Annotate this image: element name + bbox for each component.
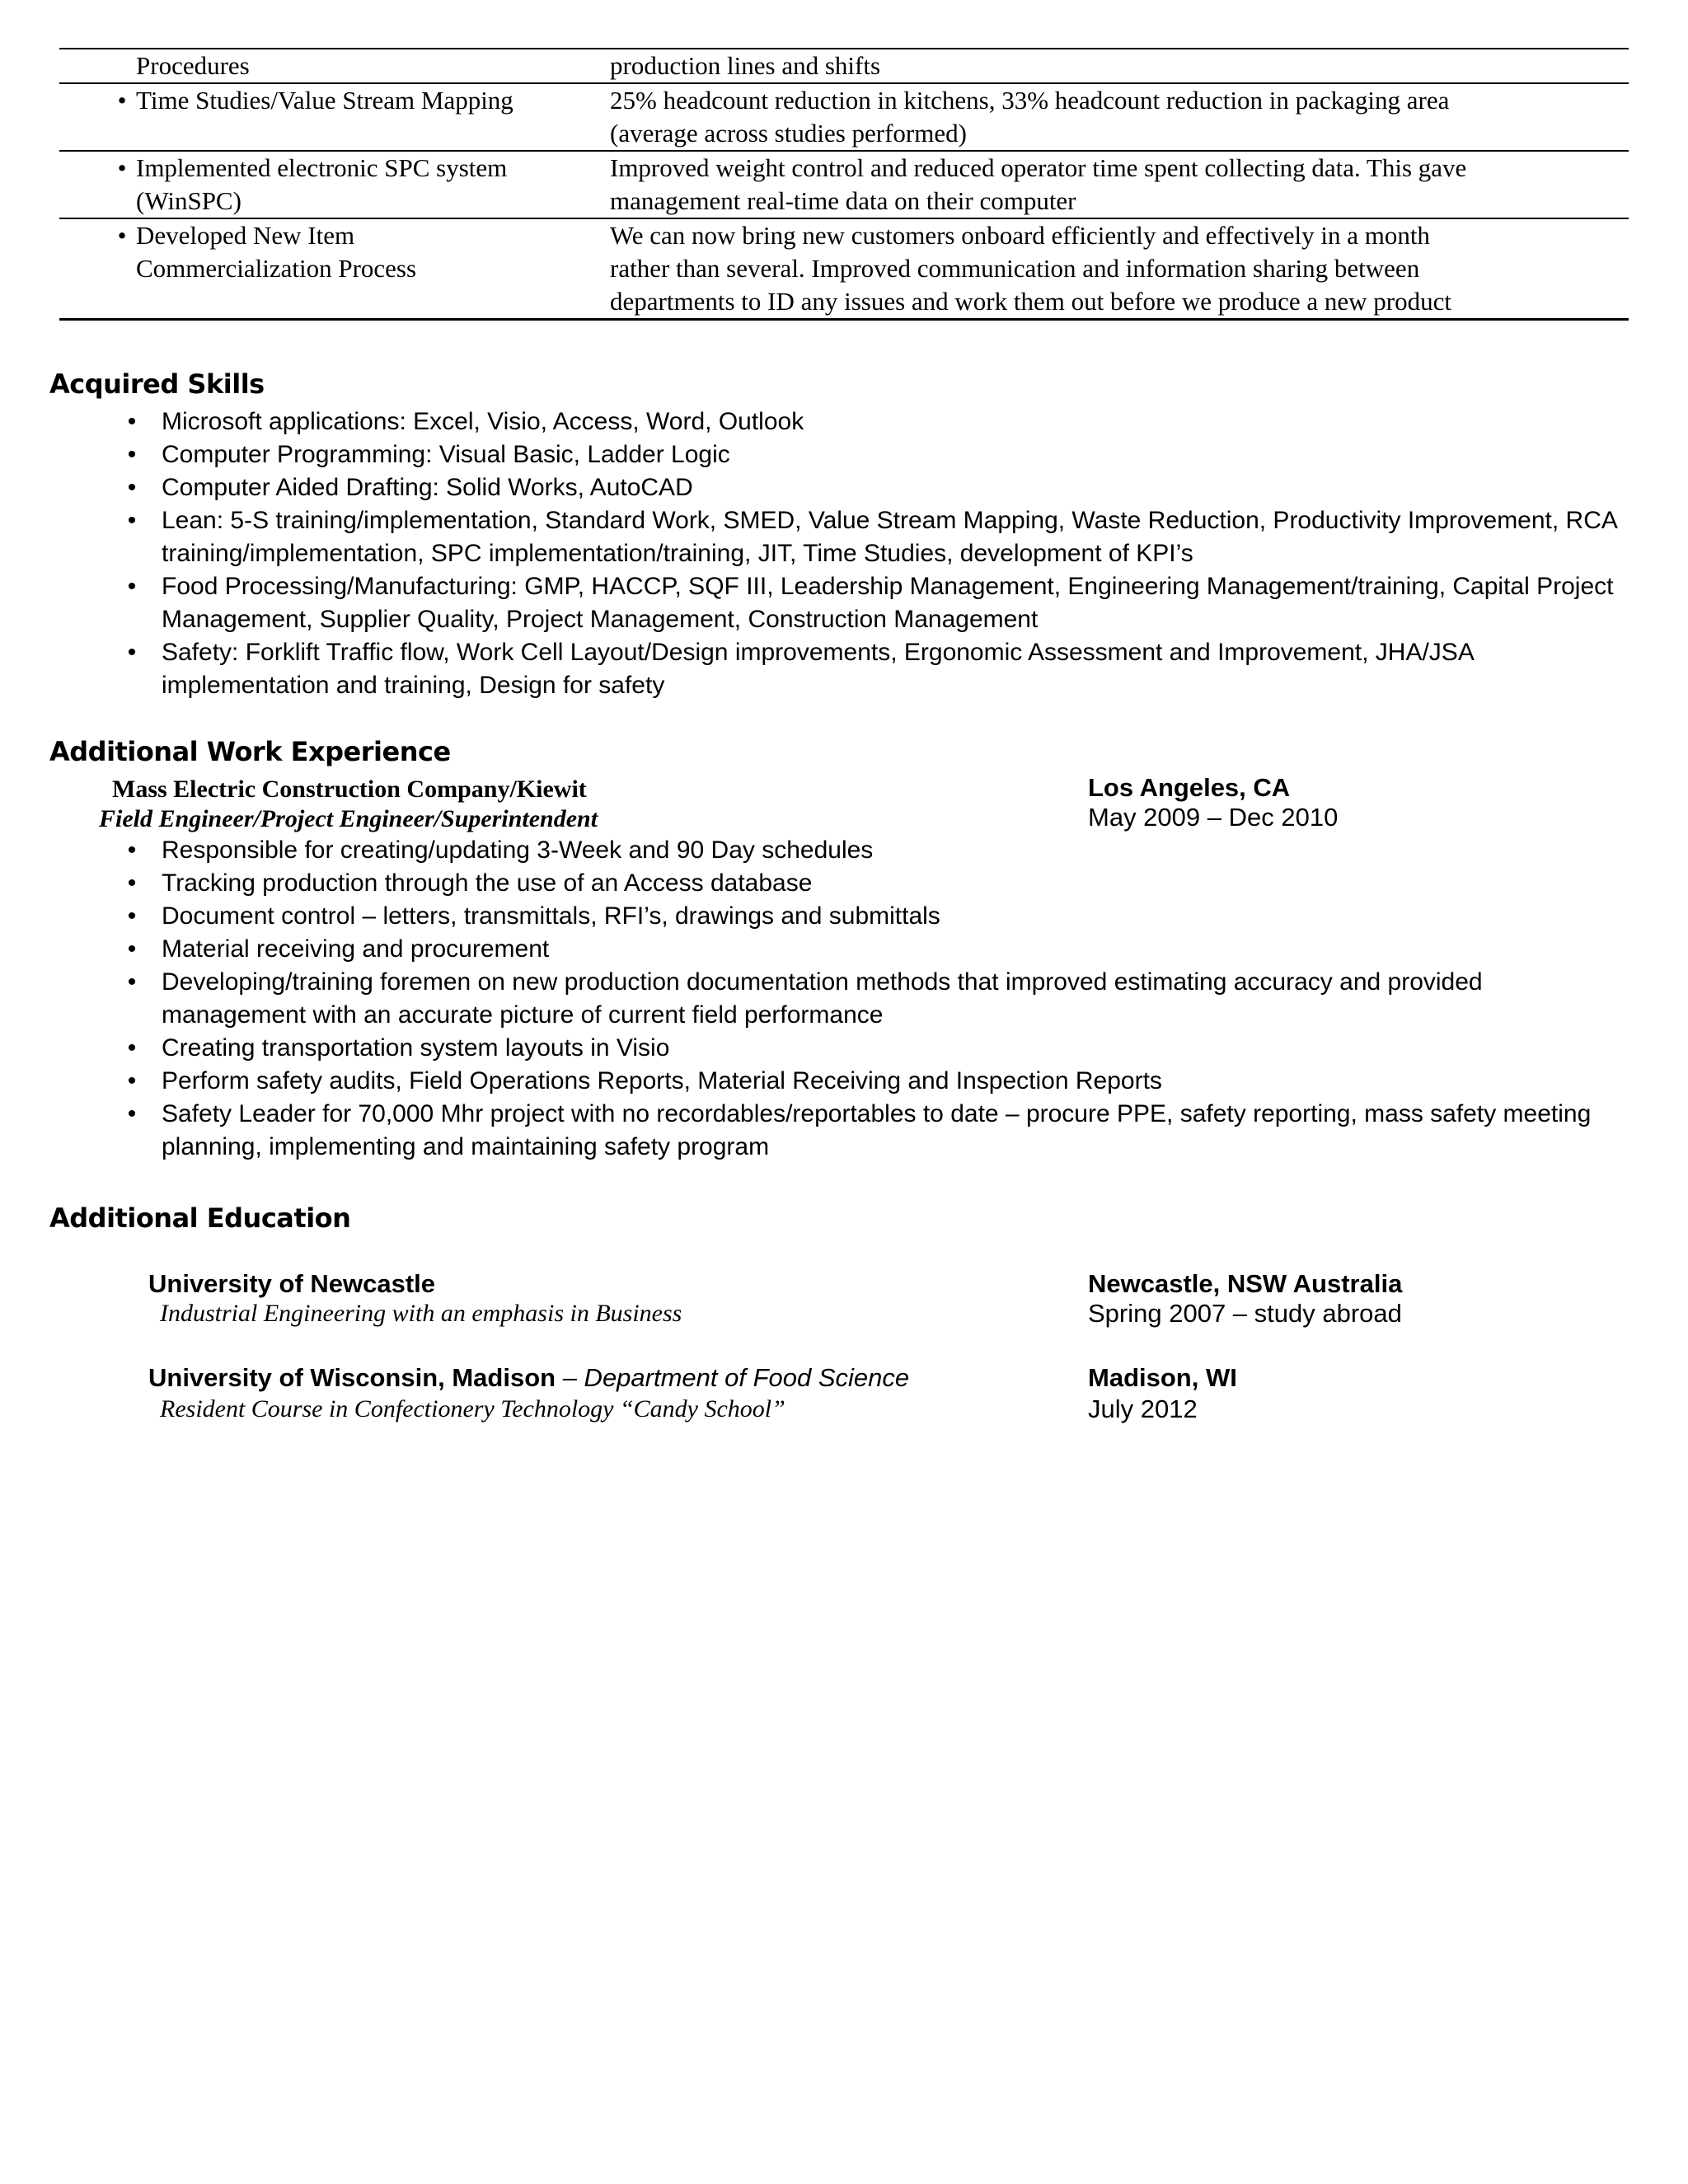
- list-item: • Developing/training foremen on new production documentation methods that improved estimating accuracy and provided management with an accurate picture of current field performance: [124, 966, 1632, 1032]
- table-cell-left: [59, 84, 610, 150]
- list-item: • Material receiving and procurement: [124, 933, 1632, 966]
- skills-list: [124, 405, 1632, 702]
- bullet-icon: •: [127, 1100, 137, 1127]
- experience-heading: Additional Work Experience: [49, 736, 451, 767]
- list-item: • Perform safety audits, Field Operations Reports, Material Receiving and Inspection Reports: [124, 1065, 1632, 1098]
- list-item: • Food Processing/Manufacturing: GMP, HACCP, SQF III, Leadership Management, Engineering Management/training, Capital Project Management, Supplier Quality, Project Management, Construction Management: [124, 570, 1632, 636]
- cell-line: Commercialization Process: [136, 254, 417, 283]
- list-item: • Tracking production through the use of an Access database: [124, 867, 1632, 900]
- list-item: • Safety Leader for 70,000 Mhr project with no recordables/reportables to date – procure PPE, safety reporting, mass safety meeting planning, implementing and maintaining safety program: [124, 1098, 1632, 1164]
- table-row: [59, 84, 1629, 152]
- list-item: • Computer Aided Drafting: Solid Works, AutoCAD: [124, 471, 1632, 504]
- cell-line: Implemented electronic SPC system: [136, 153, 508, 182]
- bullet-icon: •: [127, 474, 137, 501]
- cell-line: Procedures: [136, 51, 250, 80]
- cell-line: We can now bring new customers onboard efficiently and effectively in a month: [610, 221, 1430, 250]
- bullet-icon: •: [127, 507, 137, 534]
- cell-line: departments to ID any issues and work them out before we produce a new product: [610, 287, 1451, 316]
- list-item: • Computer Programming: Visual Basic, Ladder Logic: [124, 438, 1632, 471]
- experience-list: [124, 834, 1632, 1164]
- table-cell-right: [610, 49, 1629, 82]
- table-cell-left: [59, 219, 610, 318]
- bullet-icon: •: [127, 869, 137, 897]
- skills-heading: Acquired Skills: [49, 368, 265, 400]
- education-heading: Additional Education: [49, 1202, 351, 1234]
- table-cell-right: [610, 219, 1629, 318]
- cell-line: 25% headcount reduction in kitchens, 33% headcount reduction in packaging area: [610, 86, 1450, 115]
- cell-line: (average across studies performed): [610, 119, 967, 148]
- cell-line: Improved weight control and reduced operator time spent collecting data. This gave: [610, 153, 1467, 182]
- cell-line: (WinSPC): [136, 186, 241, 215]
- table-row: [59, 152, 1629, 219]
- bullet-icon: •: [127, 573, 137, 600]
- education-location: Madison, WI: [1088, 1363, 1237, 1392]
- accomplishments-table: [59, 48, 1629, 321]
- cell-line: Time Studies/Value Stream Mapping: [136, 86, 513, 115]
- cell-line: management real-time data on their computer: [610, 186, 1076, 215]
- company-name: Mass Electric Construction Company/Kiewit: [112, 776, 587, 803]
- list-item: • Safety: Forklift Traffic flow, Work Cell Layout/Design improvements, Ergonomic Assessment and Improvement, JHA/JSA implementation and training, Design for safety: [124, 636, 1632, 702]
- table-cell-left: [59, 49, 610, 82]
- bullet-icon: •: [127, 1067, 137, 1094]
- bullet-icon: •: [127, 639, 137, 666]
- education-program: Resident Course in Confectionery Technology “Candy School”: [160, 1395, 785, 1422]
- table-row: [59, 219, 1629, 321]
- cell-line: rather than several. Improved communication and information sharing between: [610, 254, 1420, 283]
- bullet-icon: •: [117, 153, 127, 182]
- bullet-icon: •: [117, 86, 127, 115]
- education-program: Industrial Engineering with an emphasis in Business: [160, 1300, 682, 1327]
- list-item: • Creating transportation system layouts in Visio: [124, 1032, 1632, 1065]
- bullet-icon: •: [127, 935, 137, 963]
- cell-line: Developed New Item: [136, 221, 355, 250]
- bullet-icon: •: [127, 408, 137, 435]
- bullet-icon: •: [117, 221, 127, 250]
- list-item: • Responsible for creating/updating 3-Week and 90 Day schedules: [124, 834, 1632, 867]
- cell-line: production lines and shifts: [610, 51, 881, 80]
- bullet-icon: •: [127, 902, 137, 930]
- job-title: Field Engineer/Project Engineer/Superintendent: [99, 805, 598, 832]
- education-dates: Spring 2007 – study abroad: [1088, 1299, 1402, 1328]
- bullet-icon: •: [127, 837, 137, 864]
- job-location: Los Angeles, CA: [1088, 773, 1291, 802]
- job-dates: May 2009 – Dec 2010: [1088, 803, 1339, 832]
- education-location: Newcastle, NSW Australia: [1088, 1269, 1403, 1298]
- bullet-icon: •: [127, 1034, 137, 1062]
- education-school: University of Newcastle: [148, 1269, 436, 1298]
- list-item: • Lean: 5-S training/implementation, Standard Work, SMED, Value Stream Mapping, Waste Reduction, Productivity Improvement, RCA training/implementation, SPC implementation/training, JIT, Time Studies, development of KPI’s: [124, 504, 1632, 570]
- table-cell-right: [610, 84, 1629, 150]
- list-item: • Document control – letters, transmittals, RFI’s, drawings and submittals: [124, 900, 1632, 933]
- table-cell-left: [59, 152, 610, 218]
- bullet-icon: •: [127, 968, 137, 996]
- table-cell-right: [610, 152, 1629, 218]
- table-row: [59, 48, 1629, 84]
- bullet-icon: •: [127, 441, 137, 468]
- education-dates: July 2012: [1088, 1394, 1198, 1423]
- education-department: – Department of Food Science: [562, 1363, 910, 1392]
- education-school: University of Wisconsin, Madison – Department of Food Science: [148, 1363, 910, 1392]
- list-item: • Microsoft applications: Excel, Visio, Access, Word, Outlook: [124, 405, 1632, 438]
